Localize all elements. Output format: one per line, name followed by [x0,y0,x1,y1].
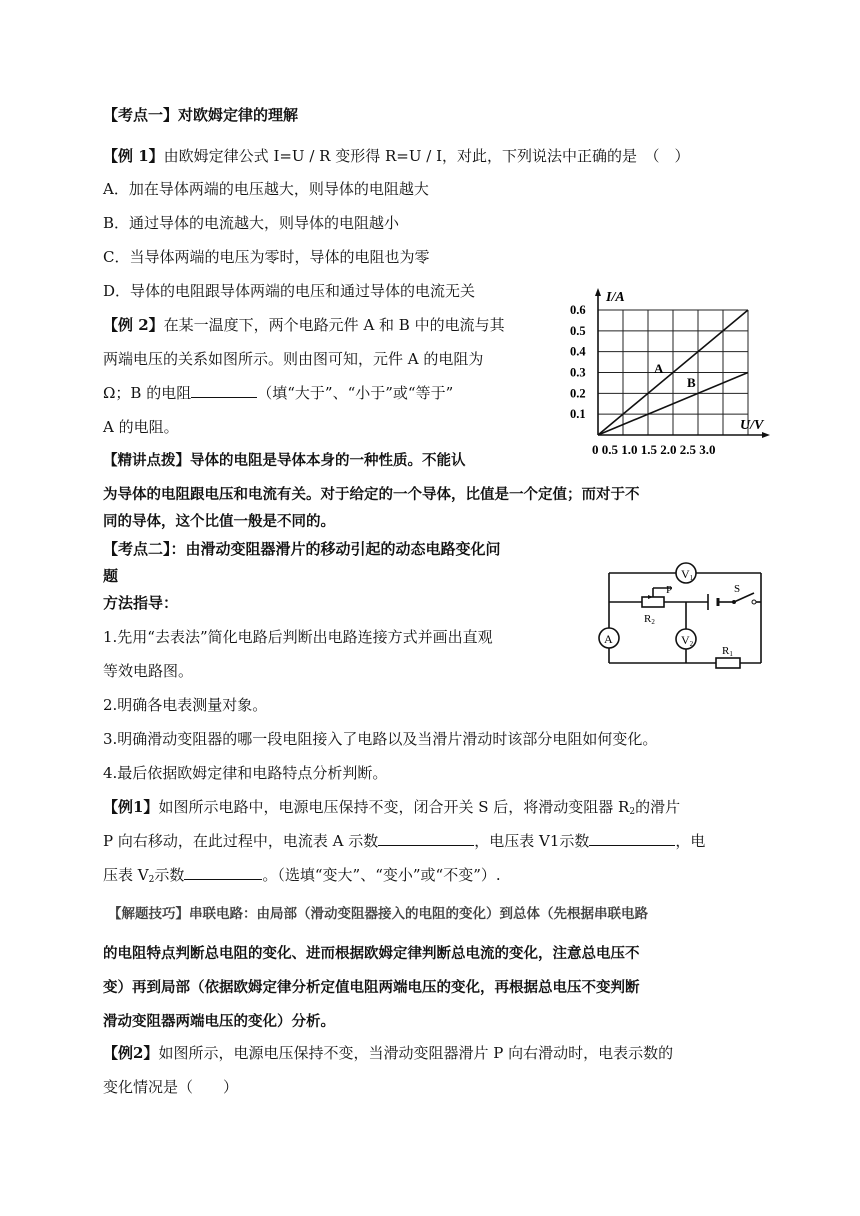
section2-title-cont: 题 [103,567,119,585]
example2-line2: 两端电压的关系如图所示。则由图可知，元件 A 的电阻为 [103,350,484,368]
y-tick-label: 0.3 [570,365,586,380]
method-heading: 方法指导： [103,594,179,612]
v2-blank[interactable] [184,865,262,880]
r1-label: R1 [722,645,733,658]
tip2-line1: 【解题技巧】串联电路：由局部（滑动变阻器接入的电阻的变化）到总体（先根据串联电路 [108,906,648,922]
switch-pivot [732,600,736,604]
slider-label: P [666,584,673,596]
section1-title: 【考点一】对欧姆定律的理解 [103,106,299,124]
tip1-line3: 同的导体，这个比值一般是不同的。 [103,514,335,530]
method-step4: 4.最后依据欧姆定律和电路特点分析判断。 [103,764,388,782]
example3-sub: 2 [629,807,636,817]
example2-line1 [103,314,505,336]
r2-label: R2 [644,613,655,626]
ammeter-blank[interactable] [378,831,474,846]
example4-line2: 变化情况是（ ） [103,1078,239,1096]
example2-text3a: Ω；B 的电阻 [103,384,192,402]
example3-text3a: 压表 V [103,866,149,884]
y-tick-label: 0.5 [570,323,586,338]
example4-tag: 【例2】 [103,1044,159,1062]
tip2-line2: 的电阻特点判断总电阻的变化、进而根据欧姆定律判断总电流的变化，注意总电压不 [103,946,640,962]
example3-line1 [103,796,680,823]
v1-blank[interactable] [589,831,675,846]
method-step1: 1.先用“去表法”简化电路后判断出电路连接方式并画出直观 [103,628,493,646]
option-b: B．通过导体的电流越大，则导体的电阻越小 [103,214,400,232]
example3-text2b: ，电压表 V1示数 [474,832,590,850]
example4-line1 [103,1042,673,1064]
example3-text1: 如图所示电路中，电源电压保持不变，闭合开关 S 后，将滑动变阻器 R [158,798,630,816]
x-axis-label: U/V [740,418,764,433]
example2-tag: 【例 2】 [103,316,164,334]
example3-line2 [103,830,705,852]
tip1-text1: 导体的电阻是导体本身的一种性质。不能认 [190,453,466,469]
y-axis-label: I/A [606,290,625,305]
option-a: A．加在导体两端的电压越大，则导体的电阻越大 [103,180,429,198]
circuit-diagram [596,548,768,670]
example3-sub2: 2 [148,875,155,885]
y-tick-label: 0.6 [570,303,586,317]
switch-contact [752,600,756,604]
series-a-label: A [654,361,664,376]
example2-line4: A 的电阻。 [103,418,179,436]
v1-label: V1 [681,567,694,582]
x-tick-labels: 0 0.5 1.0 1.5 2.0 2.5 3.0 [592,442,716,457]
tip1-line1 [103,450,466,472]
tip2-line4: 滑动变阻器两端电压的变化）分析。 [103,1014,335,1030]
example3-text1-end: 的滑片 [635,798,681,816]
example3-text3b: 示数 [154,866,185,884]
y-tick-labels [570,303,586,421]
option-d: D．导体的电阻跟导体两端的电压和通过导体的电流无关 [103,282,476,300]
rheostat-r2 [642,597,664,607]
example2-text1: 在某一温度下，两个电路元件 A 和 B 中的电流与其 [163,316,505,334]
option-c: C．当导体两端的电压为零时，导体的电阻也为零 [103,248,430,266]
example3-text3c: 。（选填“变大”、“变小”或“不变”）. [262,866,501,884]
example3-tag: 【例1】 [103,798,159,816]
section2-title: 【考点二】：由滑动变阻器滑片的移动引起的动态电路变化问 [103,540,501,558]
resistor-r1 [716,658,740,668]
method-step3: 3.明确滑动变阻器的哪一段电阻接入了电路以及当滑片滑动时该部分电阻如何变化。 [103,730,658,748]
tip1-line2: 为导体的电阻跟电压和电流有关。对于给定的一个导体，比值是一个定值；而对于不 [103,487,640,503]
tip1-tag: 【精讲点拨】 [103,453,190,469]
example1 [103,145,690,167]
ammeter-label: A [604,632,613,646]
y-tick-label: 0.4 [570,344,586,359]
example1-tag: 【例 1】 [103,147,164,165]
switch-label: S [734,583,741,595]
example1-stem: 由欧姆定律公式 I=U / R 变形得 R=U / I，对此，下列说法中正确的是 （ ） [163,147,690,165]
y-tick-label: 0.1 [570,407,586,422]
y-tick-label: 0.2 [570,386,586,401]
y-axis-arrow [595,288,601,296]
method-step1-cont: 等效电路图。 [103,662,194,680]
example4-text1: 如图所示，电源电压保持不变，当滑动变阻器滑片 P 向右滑动时，电表示数的 [158,1044,674,1062]
example2-line3 [103,382,453,404]
tip2-line3: 变）再到局部（依据欧姆定律分析定值电阻两端电压的变化，再根据总电压不变判断 [103,980,640,996]
example3-text2a: P 向右移动，在此过程中，电流表 A 示数 [103,832,379,850]
answer-blank[interactable] [191,383,257,398]
example3-line3 [103,864,501,891]
series-b-label: B [687,375,696,390]
example3-text2c: ，电 [675,832,706,850]
v2-label: V2 [681,633,694,648]
method-step2: 2.明确各电表测量对象。 [103,696,268,714]
example2-text3b: （填“大于”、“小于”或“等于” [257,384,454,402]
iu-graph [568,283,778,463]
